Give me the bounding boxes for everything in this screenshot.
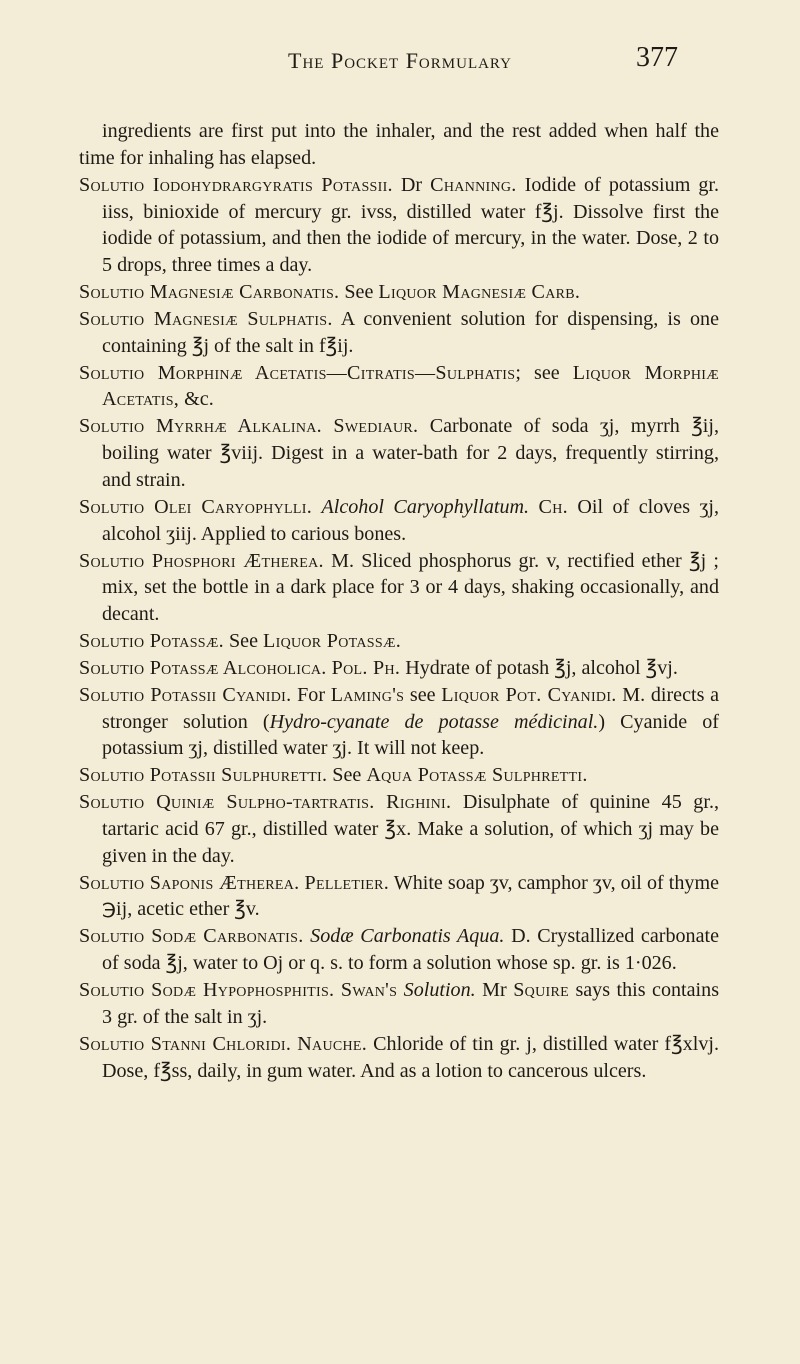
text-run: ingredients are first put into the inhaler, and the rest added when half the time for inhaling has elapsed. [79,120,719,169]
formula-entry [79,655,719,682]
small-caps-term: Pol. Ph. [331,656,401,679]
small-caps-term: Solutio Saponis Ætherea. [79,871,300,894]
text-run: White soap ʒv, camphor ʒv, oil of thyme ℈ij, acetic ether ℥v. [102,871,719,921]
small-caps-term: Solutio Potassii Sulphuretti. [79,764,328,787]
text-run: ; see [515,361,573,384]
small-caps-term: Liquor Morphiæ Acetatis, [102,361,719,411]
text-run: Mr [475,979,514,1001]
small-caps-term: Solutio Morphinæ Acetatis—Citratis—Sulphatis [79,361,516,384]
text-run: See [327,764,367,787]
small-caps-term: Nauche. [297,1032,368,1055]
small-caps-term: Solutio Sodæ Carbonatis. [79,925,304,948]
formula-entry [79,360,719,414]
small-caps-term: Ch. [538,495,568,518]
page-number: 377 [636,42,678,73]
text-run: See [223,630,264,653]
text-run: D. Crystallized carbonate of soda ℥j, water to Oj or q. s. to form a solution whose sp. gr. is 1·026. [102,925,720,975]
page-header [0,38,800,78]
small-caps-term: Solutio Iodohydrargyratis Potassii. [79,173,393,196]
formula-entry [79,306,719,360]
small-caps-term: Liquor Magnesiæ Carb. [378,281,581,304]
italic-term: Solution. [403,979,476,1001]
small-caps-term: Solutio Myrrhæ Alkalina. [79,415,323,438]
text-run: See [339,281,379,304]
text-run [529,496,538,518]
text-run: see [404,683,442,706]
small-caps-term: Solutio Potassæ Alcoholica. [79,656,327,679]
italic-term: Sodæ Carbonatis Aqua. [310,925,505,948]
text-run: M. Sliced phosphorus gr. v, rectified ether ℥j ; mix, set the bottle in a dark place for 3 or 4 days, shaking occasionally, and decant. [102,549,719,626]
text-run [322,415,333,437]
small-caps-term: Channing. [430,173,517,196]
text-run: Disulphate of quinine 45 gr., tartaric acid 67 gr., distilled water ℥x. Make a solution, of which ʒj may be given in the day. [102,791,719,867]
formula-entry [79,172,719,279]
formula-entry [79,279,719,306]
small-caps-term: Squire [513,979,569,1001]
small-caps-term: Pelletier. [304,871,390,894]
text-run: Iodide of potassium gr. iiss, binioxide of mercury gr. ivss, distilled water f℥j. Dissolve first the iodide of potassium, and then the iodide of mercury, in the water. Dose, 2 to 5 drops, three times a day. [102,173,720,277]
small-caps-term: Solutio Magnesiæ Sulphatis. [79,307,333,330]
small-caps-term: Solutio Potassii Cyanidi. [79,683,292,706]
text-run: Dr [392,173,431,196]
formula-entry [79,789,719,870]
formula-entry [79,923,719,977]
small-caps-term: Solutio Olei Caryophylli. [79,495,313,518]
text-run: &c. [179,388,214,411]
text-run: For [291,683,331,706]
small-caps-term: Solutio Stanni Chloridi. [79,1032,292,1055]
small-caps-term: Liquor Potassæ. [263,630,402,653]
body-text [79,118,719,1084]
text-run: A convenient solution for dispensing, is one containing ℥j of the salt in f℥ij. [102,307,719,357]
text-run: Hydrate of potash ℥j, alcohol ℥vj. [400,656,678,679]
italic-term: Alcohol Caryophyllatum. [321,495,530,518]
formula-entry [79,977,719,1031]
formula-entry [79,413,719,494]
text-run: Oil of cloves ʒj, alcohol ʒiij. Applied to carious bones. [102,495,719,545]
small-caps-term: Aqua Potassæ Sulphretti. [366,764,588,787]
small-caps-term: Righini. [386,791,452,814]
text-run [375,791,387,813]
italic-term: Hydro-cyanate de potasse médicinal. [269,710,599,733]
text-run: M. directs a stronger solution ( [102,683,719,733]
text-run: says this contains 3 gr. of the salt in ʒj. [102,979,720,1028]
formula-entry [79,548,719,629]
formula-entry [79,628,719,655]
formula-entry [79,682,719,763]
small-caps-term: Laming's [330,683,405,706]
small-caps-term: Swediaur. [333,415,419,438]
text-run: Carbonate of soda ʒj, myrrh ℥ij, boiling water ℥viij. Digest in a water-bath for 2 days, frequently stirring, and strain. [102,415,719,491]
small-caps-term: Solutio Magnesiæ Carbonatis. [79,281,340,304]
running-title: The Pocket Formulary [288,48,512,73]
text-run: Chloride of tin gr. j, distilled water f℥xlvj. Dose, f℥ss, daily, in gum water. And as a lotion to cancerous ulcers. [102,1032,719,1082]
small-caps-term: Solutio Sodæ Hypophosphitis. [79,979,335,1001]
continued-paragraph [79,118,719,172]
small-caps-term: Solutio Quiniæ Sulpho-tartratis. [79,791,375,814]
formula-entry [79,762,719,789]
formula-entry [79,1031,719,1085]
formula-entry [79,870,719,924]
small-caps-term: Solutio Phosphori Ætherea. [79,549,324,572]
small-caps-term: Swan's [340,979,398,1001]
small-caps-term: Liquor Pot. Cyanidi. [441,683,617,706]
text-run: ) Cyanide of potassium ʒj, distilled water ʒj. It will not keep. [102,710,719,760]
formula-entry [79,494,719,548]
small-caps-term: Solutio Potassæ. [79,630,224,653]
